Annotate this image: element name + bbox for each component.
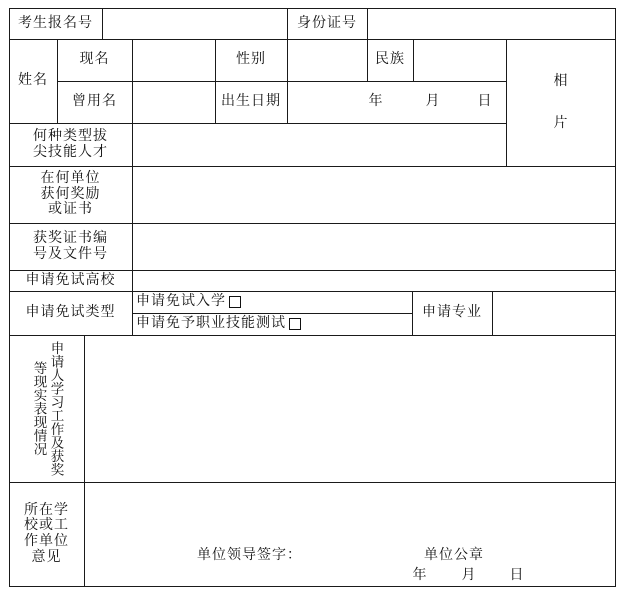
gender-label: 性别	[236, 51, 266, 68]
photo-label-bottom: 片	[553, 115, 569, 132]
col-photo-left	[506, 39, 507, 166]
performance-field[interactable]	[85, 336, 615, 482]
photo-label-top: 相	[553, 73, 569, 90]
major-label: 申请专业	[422, 304, 482, 321]
award-unit-line2: 获何奖励	[40, 185, 101, 202]
id-number-field[interactable]	[368, 9, 615, 39]
school-label: 申请免试高校	[25, 271, 116, 288]
certificate-number-label	[9, 223, 132, 270]
opinion-line2: 校或工	[24, 517, 69, 534]
certificate-number-line1: 获奖证书编	[33, 229, 108, 246]
opinion-line3: 作单位	[24, 533, 69, 549]
award-unit-label	[9, 166, 132, 223]
exam-number-field[interactable]	[103, 9, 287, 39]
exempt-admission-checkbox[interactable]	[229, 296, 241, 308]
name-label: 姓名	[18, 72, 48, 89]
performance-label	[9, 335, 84, 482]
performance-label-text: 申请人学习工作及获奖等现实表现情况	[30, 341, 64, 476]
gender-field[interactable]	[288, 40, 367, 81]
leader-signature-label: 单位领导签字：	[197, 547, 302, 564]
birth-month-label: 月	[425, 93, 441, 110]
school-field[interactable]	[133, 271, 615, 291]
opinion-line4: 意见	[31, 548, 62, 565]
exempt-admission-label: 申请免试入学	[136, 293, 226, 310]
col-birth-right	[287, 81, 288, 123]
exemption-type-label: 申请免试类型	[25, 304, 116, 321]
opinion-label	[9, 482, 84, 586]
talent-type-line2: 尖技能人才	[33, 143, 108, 160]
award-unit-line3: 或证书	[48, 201, 93, 218]
major-field[interactable]	[493, 292, 615, 335]
birth-year-label: 年	[368, 93, 384, 110]
current-name-label: 现名	[79, 51, 110, 68]
border-right	[615, 8, 616, 587]
ethnicity-label: 民族	[375, 51, 405, 68]
current-name-field[interactable]	[133, 40, 215, 81]
certificate-number-line2: 号及文件号	[33, 245, 108, 262]
sign-day-label: 日	[509, 567, 525, 584]
exempt-skill-test-label: 申请免予职业技能测试	[136, 315, 286, 332]
award-unit-line1: 在何单位	[40, 169, 101, 186]
talent-type-line1: 何种类型拔	[33, 127, 108, 144]
sign-month-label: 月	[461, 567, 477, 584]
id-number-label: 身份证号	[297, 14, 357, 31]
exempt-skill-test-checkbox[interactable]	[289, 318, 301, 330]
unit-seal-label: 单位公章	[424, 547, 484, 564]
talent-type-field[interactable]	[133, 124, 506, 166]
exempt-admission-option[interactable]	[132, 291, 412, 313]
former-name-field[interactable]	[133, 82, 215, 123]
birth-day-label: 日	[477, 93, 493, 110]
exam-number-label: 考生报名号	[18, 14, 93, 31]
talent-type-label	[9, 123, 132, 166]
border-bottom	[9, 586, 616, 587]
exempt-skill-test-option[interactable]	[132, 313, 412, 335]
opinion-line1: 所在学	[24, 501, 69, 518]
certificate-number-field[interactable]	[133, 224, 615, 270]
sign-year-label: 年	[412, 567, 428, 584]
ethnicity-field[interactable]	[414, 40, 506, 81]
birth-date-label: 出生日期	[221, 93, 281, 110]
opinion-field[interactable]	[85, 483, 615, 586]
award-unit-field[interactable]	[133, 167, 615, 223]
former-name-label: 曾用名	[72, 93, 117, 110]
